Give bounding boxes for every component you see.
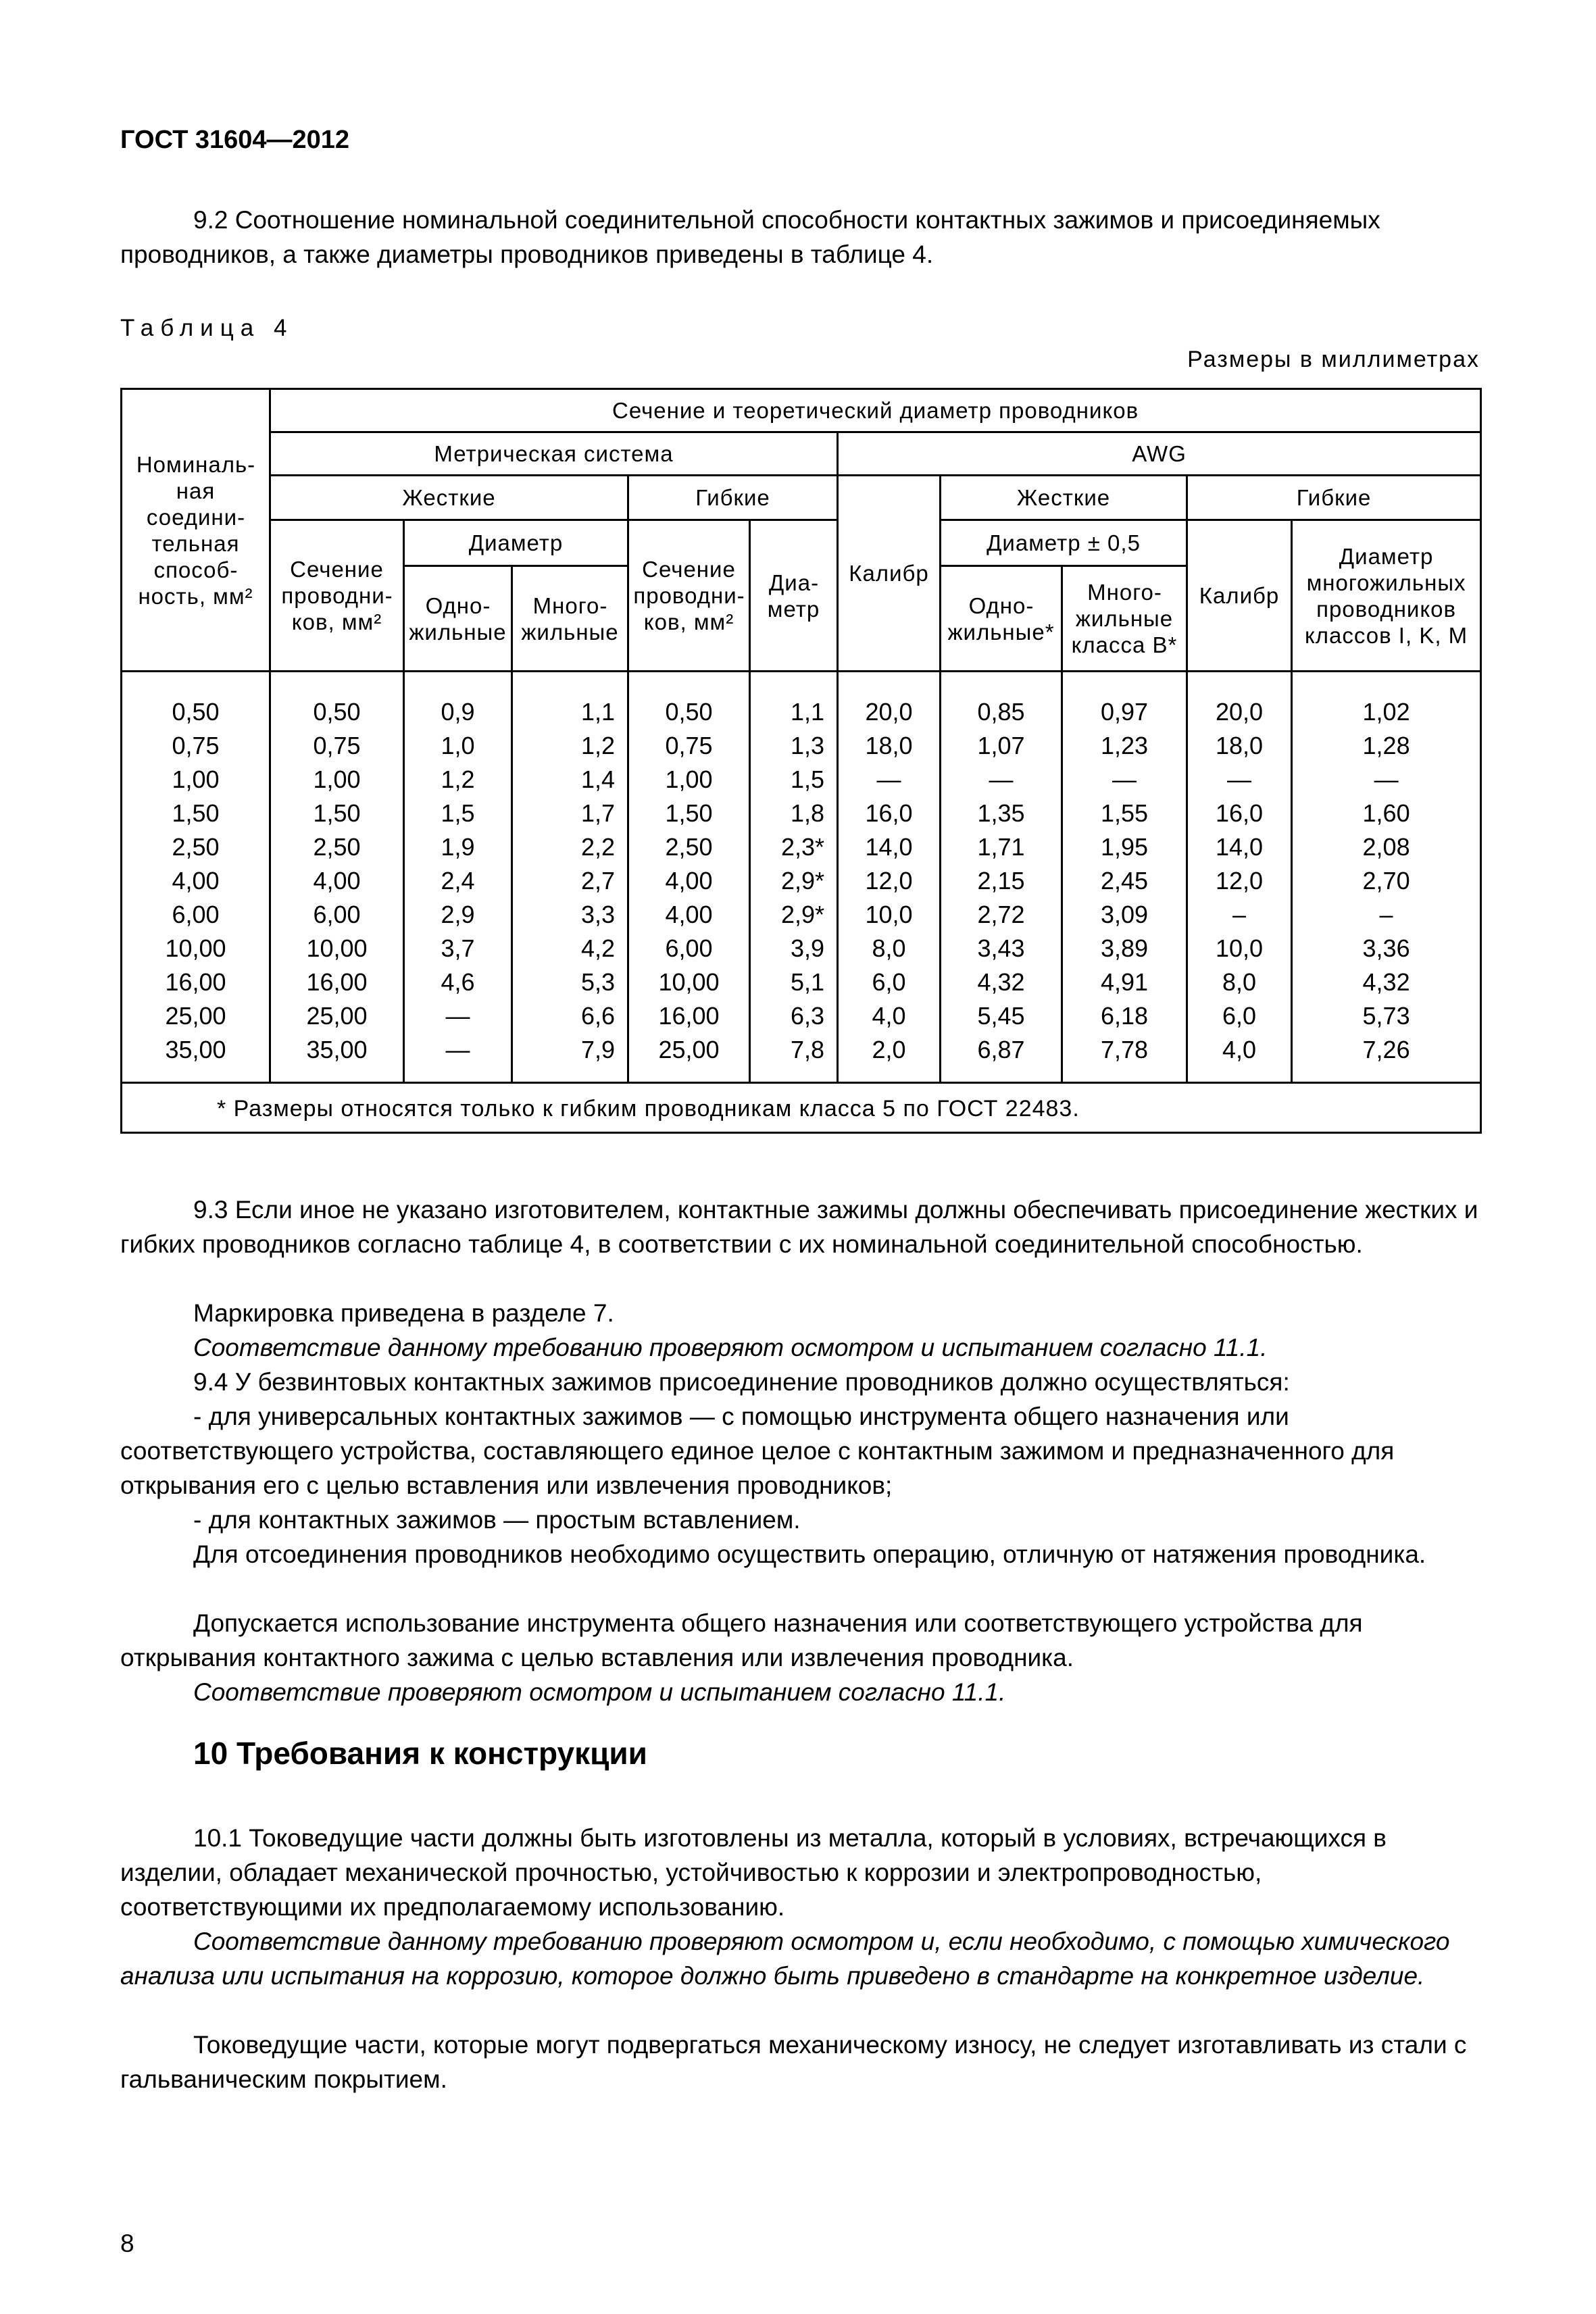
table-cell: 4,6	[441, 968, 475, 996]
header-awg: AWG	[838, 432, 1481, 476]
table-cell: 0,85	[977, 698, 1025, 726]
table-cell: 0,75	[313, 732, 361, 759]
header-section-diameter: Сечение и теоретический диаметр проводников	[270, 389, 1481, 432]
table-cell: 1,5	[441, 799, 475, 827]
table-cell: 4,32	[1362, 968, 1410, 996]
table-cell: 2,0	[872, 1036, 906, 1063]
table-cell: 1,02	[1362, 698, 1410, 726]
header-awg-flexible-gauge: Калибр	[1187, 520, 1292, 672]
table-cell: 3,43	[977, 934, 1025, 962]
header-nominal-capacity: Номинальная соединительная способность, мм²	[122, 389, 270, 672]
table-cell: —	[1227, 765, 1251, 793]
column-awg-stranded	[1062, 672, 1187, 1083]
table-cell: 2,50	[313, 833, 361, 861]
table-cell: —	[1374, 765, 1399, 793]
table-cell: 2,08	[1362, 833, 1410, 861]
column-stranded-diameter	[512, 672, 628, 1083]
header-awg-rigid: Жесткие	[941, 476, 1187, 520]
table-cell: 25,00	[306, 1002, 368, 1030]
table-cell: —	[1112, 765, 1137, 793]
table-cell: 2,2	[580, 833, 615, 861]
table-cell: 1,9	[441, 833, 475, 861]
table-cell: 6,00	[172, 901, 220, 928]
table-cell: 4,91	[1100, 968, 1149, 996]
disconnection-note: Для отсоединения проводников необходимо осуществить операцию, отличную от натяжения проводника.	[193, 1540, 1426, 1568]
table-cell: 4,2	[580, 934, 615, 962]
table-cell: 25,00	[658, 1036, 720, 1063]
table-cell: —	[445, 1036, 470, 1063]
column-conductor-section	[270, 672, 404, 1083]
column-solid-diameter	[404, 672, 512, 1083]
compliance-check-2: Соответствие проверяют осмотром и испытанием согласно 11.1.	[193, 1678, 1006, 1706]
table-cell: 1,2	[441, 765, 475, 793]
compliance-check-3: Соответствие данному требованию проверяют осмотром и, если необходимо, с помощью химического анализа или испытания на коррозию, которое должно быть приведено в стандарте на конкретное изделие.	[120, 1928, 1450, 1990]
table-cell: 6,87	[977, 1036, 1025, 1063]
header-diameter-tolerance: Диаметр ± 0,5	[941, 520, 1187, 566]
table-cell: 2,50	[665, 833, 713, 861]
compliance-check-1: Соответствие данному требованию проверяют осмотром и испытанием согласно 11.1.	[193, 1334, 1268, 1361]
header-flexible-diameter: Диаметр	[750, 520, 838, 672]
table-cell: 18,0	[865, 732, 913, 759]
table-cell: 4,32	[977, 968, 1025, 996]
table-cell: 2,3*	[780, 833, 824, 861]
table-cell: 10,00	[306, 934, 368, 962]
table-cell: 1,1	[790, 698, 824, 726]
table-cell: 1,7	[580, 799, 615, 827]
header-metric-system: Метрическая система	[270, 432, 838, 476]
column-awg-gauge	[838, 672, 941, 1083]
table-cell: 1,50	[665, 799, 713, 827]
bullet-universal-clamps: - для универсальных контактных зажимов — с помощью инструмента общего назначения или соответствующего устройства, составляющего единое целое с контактным зажимом и предназначенного для открывания его с целью вставления или извлечения проводников;	[120, 1403, 1395, 1499]
table-cell: 2,15	[977, 867, 1025, 895]
table-cell: 3,89	[1100, 934, 1149, 962]
column-multiwire-diameter	[1292, 672, 1481, 1083]
table-cell: 4,00	[313, 867, 361, 895]
header-metric-flexible: Гибкие	[628, 476, 838, 520]
table-cell: 7,9	[580, 1036, 615, 1063]
table-cell: 1,3	[790, 732, 824, 759]
table-cell: 2,7	[580, 867, 615, 895]
table-cell: 8,0	[1222, 968, 1257, 996]
table-cell: 6,6	[580, 1002, 615, 1030]
table-cell: 1,00	[665, 765, 713, 793]
table-cell: 3,09	[1100, 901, 1149, 928]
table-cell: 1,4	[580, 765, 615, 793]
table-cell: 10,00	[658, 968, 720, 996]
table-cell: 2,50	[172, 833, 220, 861]
table-cell: 20,0	[1215, 698, 1264, 726]
table-cell: 5,73	[1362, 1002, 1410, 1030]
header-multiwire-diameter: Диаметр многожильных проводников классов I, K, M	[1292, 520, 1481, 672]
table-cell: 1,5	[790, 765, 824, 793]
table-cell: 1,28	[1362, 732, 1410, 759]
table-cell: 10,00	[165, 934, 226, 962]
table-cell: 4,00	[665, 867, 713, 895]
table-cell: 6,18	[1100, 1002, 1149, 1030]
table-cell: 1,71	[977, 833, 1025, 861]
table-cell: 1,60	[1362, 799, 1410, 827]
header-conductor-section: Сечение проводников, мм²	[270, 520, 404, 672]
paragraph-9-2: 9.2 Соотношение номинальной соединительной способности контактных зажимов и присоединяемых проводников, а также диаметры проводников приведены в таблице 4.	[120, 206, 1380, 268]
table-cell: —	[989, 765, 1014, 793]
table-cell: 3,36	[1362, 934, 1410, 962]
column-flexible-section	[628, 672, 750, 1083]
page-number: 8	[120, 2230, 134, 2257]
table-cell: 1,23	[1100, 732, 1149, 759]
table-cell: 0,9	[441, 698, 475, 726]
table-cell: 2,9*	[780, 901, 824, 928]
bullet-simple-insertion: - для контактных зажимов — простым вставлением.	[193, 1506, 801, 1534]
table-cell: 14,0	[1215, 833, 1264, 861]
table-cell: 6,00	[665, 934, 713, 962]
table-cell: 1,00	[172, 765, 220, 793]
table-cell: 10,0	[1215, 934, 1264, 962]
table-cell: 6,3	[790, 1002, 824, 1030]
table-cell: 16,00	[165, 968, 226, 996]
table-cell: 1,95	[1100, 833, 1149, 861]
table-cell: 16,00	[306, 968, 368, 996]
table-cell: 2,9	[441, 901, 475, 928]
header-solid: Одножильные	[404, 566, 512, 672]
table-units: Размеры в миллиметрах	[1187, 347, 1480, 372]
table-cell: —	[876, 765, 901, 793]
table-cell: 2,45	[1100, 867, 1149, 895]
column-awg-flexible-gauge	[1187, 672, 1292, 1083]
table-cell: 16,0	[865, 799, 913, 827]
paragraph-10-1: 10.1 Токоведущие части должны быть изготовлены из металла, который в условиях, встречающихся в изделии, обладает механической прочностью, устойчивостью к коррозии и электропроводностью, соответствующими их предполагаемому использованию.	[120, 1824, 1387, 1921]
table-cell: –	[1232, 901, 1247, 928]
table-cell: 10,0	[865, 901, 913, 928]
table-footnote: * Размеры относятся только к гибким проводникам класса 5 по ГОСТ 22483.	[122, 1083, 1481, 1133]
table-cell: 1,2	[580, 732, 615, 759]
table-data-row	[122, 672, 1481, 1083]
marking-reference: Маркировка приведена в разделе 7.	[193, 1299, 614, 1327]
table-cell: 14,0	[865, 833, 913, 861]
paragraph-9-3: 9.3 Если иное не указано изготовителем, контактные зажимы должны обеспечивать присоединение жестких и гибких проводников согласно таблице 4, в соответствии с их номинальной соединительной способностью.	[120, 1196, 1478, 1258]
document-code: ГОСТ 31604—2012	[120, 126, 350, 154]
table-cell: 4,0	[872, 1002, 906, 1030]
table-cell: 2,9*	[780, 867, 824, 895]
table-cell: 3,9	[790, 934, 824, 962]
section-10-heading: 10 Требования к конструкции	[193, 1736, 647, 1771]
table-cell: 6,00	[313, 901, 361, 928]
table-cell: 16,0	[1215, 799, 1264, 827]
table-cell: 3,7	[441, 934, 475, 962]
header-awg-gauge: Калибр	[838, 476, 941, 672]
table-cell: 1,50	[172, 799, 220, 827]
table-cell: 1,50	[313, 799, 361, 827]
table-cell: 4,00	[665, 901, 713, 928]
table-cell: 1,0	[441, 732, 475, 759]
table-cell: —	[445, 1002, 470, 1030]
table-cell: 1,55	[1100, 799, 1149, 827]
table-cell: 1,1	[580, 698, 615, 726]
table-cell: 2,4	[441, 867, 475, 895]
table-cell: 0,50	[172, 698, 220, 726]
table-cell: 1,8	[790, 799, 824, 827]
header-metric-rigid: Жесткие	[270, 476, 628, 520]
table-cell: 2,70	[1362, 867, 1410, 895]
column-awg-solid	[941, 672, 1062, 1083]
table-cell: 12,0	[1215, 867, 1264, 895]
table-cell: 0,75	[665, 732, 713, 759]
table-cell: 5,1	[790, 968, 824, 996]
table-cell: 0,75	[172, 732, 220, 759]
table-cell: 5,45	[977, 1002, 1025, 1030]
column-nominal	[122, 672, 270, 1083]
table-cell: 7,26	[1362, 1036, 1410, 1063]
table-4	[120, 388, 1482, 1134]
table-cell: 4,00	[172, 867, 220, 895]
table-cell: 1,35	[977, 799, 1025, 827]
header-awg-flexible: Гибкие	[1187, 476, 1481, 520]
table-cell: 6,0	[872, 968, 906, 996]
table-cell: 2,72	[977, 901, 1025, 928]
table-cell: 5,3	[580, 968, 615, 996]
table-cell: 0,97	[1100, 698, 1149, 726]
table-cell: –	[1379, 901, 1393, 928]
table-cell: 35,00	[165, 1036, 226, 1063]
table-cell: 8,0	[872, 934, 906, 962]
column-flexible-diameter	[750, 672, 838, 1083]
paragraph-10-1-steel: Токоведущие части, которые могут подвергаться механическому износу, не следует изготавливать из стали с гальваническим покрытием.	[120, 2031, 1467, 2093]
table-cell: 7,8	[790, 1036, 824, 1063]
header-diameter: Диаметр	[404, 520, 628, 566]
table-cell: 25,00	[165, 1002, 226, 1030]
table-cell: 12,0	[865, 867, 913, 895]
header-stranded: Многожильные	[512, 566, 628, 672]
table-caption: Таблица 4	[120, 315, 294, 341]
table-cell: 1,00	[313, 765, 361, 793]
header-flexible-section: Сечение проводников, мм²	[628, 520, 750, 672]
table-cell: 16,00	[658, 1002, 720, 1030]
table-cell: 3,3	[580, 901, 615, 928]
table-cell: 18,0	[1215, 732, 1264, 759]
table-cell: 0,50	[313, 698, 361, 726]
table-cell: 6,0	[1222, 1002, 1257, 1030]
table-cell: 1,07	[977, 732, 1025, 759]
table-cell: 0,50	[665, 698, 713, 726]
paragraph-9-4: 9.4 У безвинтовых контактных зажимов присоединение проводников должно осуществляться:	[193, 1368, 1290, 1396]
header-awg-stranded: Многожильные класса B*	[1062, 566, 1187, 672]
table-cell: 4,0	[1222, 1036, 1257, 1063]
table-cell: 20,0	[865, 698, 913, 726]
table-cell: 35,00	[306, 1036, 368, 1063]
header-awg-solid: Одножильные*	[941, 566, 1062, 672]
table-cell: 7,78	[1100, 1036, 1149, 1063]
tool-allowance: Допускается использование инструмента общего назначения или соответствующего устройства для открывания контактного зажима с целью вставления или извлечения проводника.	[120, 1609, 1363, 1671]
